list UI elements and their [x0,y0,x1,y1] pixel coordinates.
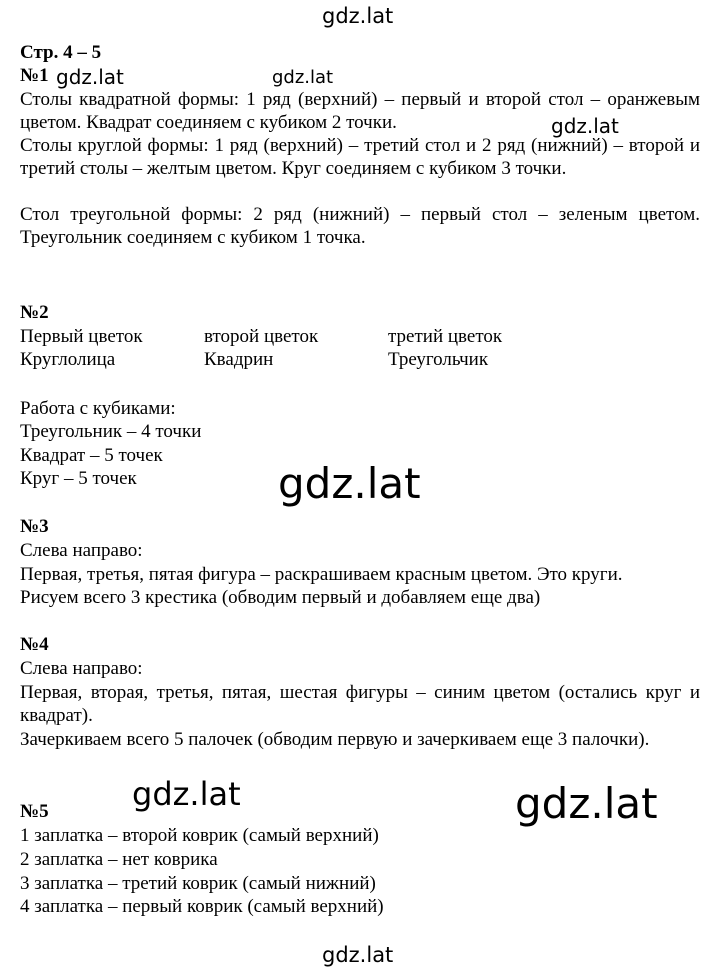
watermark-small: gdz.lat [272,67,334,88]
task1-paragraph-3: Стол треугольной формы: 2 ряд (нижний) – первый стол – зеленым цветом. Треугольник соединяем с кубиком 1 точка. [20,204,700,248]
task-number-2: №2 [20,302,49,323]
watermark-large: gdz.lat [278,459,421,508]
task4-line-1: Слева направо: [20,658,143,679]
flower-name-row [20,348,700,371]
watermark-bottom: gdz.lat [322,943,394,967]
task1-paragraph-1: Столы квадратной формы: 1 ряд (верхний) – первый и второй стол – оранжевым цветом. Квадрат соединяем с кубиком 2 точки. [20,89,700,133]
task1-paragraph-2: Столы круглой формы: 1 ряд (верхний) – третий стол и 2 ряд (нижний) – второй и третий столы – желтым цветом. Круг соединяем с кубиком 3 точки. [20,135,700,179]
page-title: Стр. 4 – 5 [20,42,102,63]
cube-line-3: Круг – 5 точек [20,468,137,489]
task4-paragraph-2: Зачеркиваем всего 5 палочек (обводим первую и зачеркиваем еще 3 палочки). [20,729,650,750]
flower-name-2: Квадрин [204,349,274,370]
flower-name-3: Треугольчик [388,349,489,370]
watermark-large: gdz.lat [515,779,658,828]
task5-line-3: 3 заплатка – третий коврик (самый нижний) [20,873,376,894]
watermark-small: gdz.lat [551,114,619,138]
watermark-small: gdz.lat [56,65,124,89]
task-number-3: №3 [20,516,49,537]
task-number-5: №5 [20,801,49,822]
task-number-4: №4 [20,634,49,655]
task5-line-2: 2 заплатка – нет коврика [20,849,218,870]
flower-label-1: Первый цветок [20,326,143,347]
flower-label-2: второй цветок [204,326,319,347]
cube-line-1: Треугольник – 4 точки [20,421,202,442]
task3-line-1: Слева направо: [20,540,143,561]
task5-line-1: 1 заплатка – второй коврик (самый верхний) [20,825,379,846]
watermark-large: gdz.lat [132,775,241,813]
task5-line-4: 4 заплатка – первый коврик (самый верхний) [20,896,384,917]
task3-line-3: Рисуем всего 3 крестика (обводим первый и добавляем еще два) [20,587,541,608]
flower-row [20,325,700,348]
task-number-1: №1 [20,65,49,86]
watermark-top: gdz.lat [322,4,394,28]
flower-name-1: Круглолица [20,349,116,370]
task4-paragraph-1: Первая, вторая, третья, пятая, шестая фигуры – синим цветом (остались круг и квадрат). [20,682,700,726]
cube-line-2: Квадрат – 5 точек [20,445,163,466]
task3-line-2: Первая, третья, пятая фигура – раскрашиваем красным цветом. Это круги. [20,564,623,585]
flower-label-3: третий цветок [388,326,503,347]
cubes-title: Работа с кубиками: [20,398,176,419]
